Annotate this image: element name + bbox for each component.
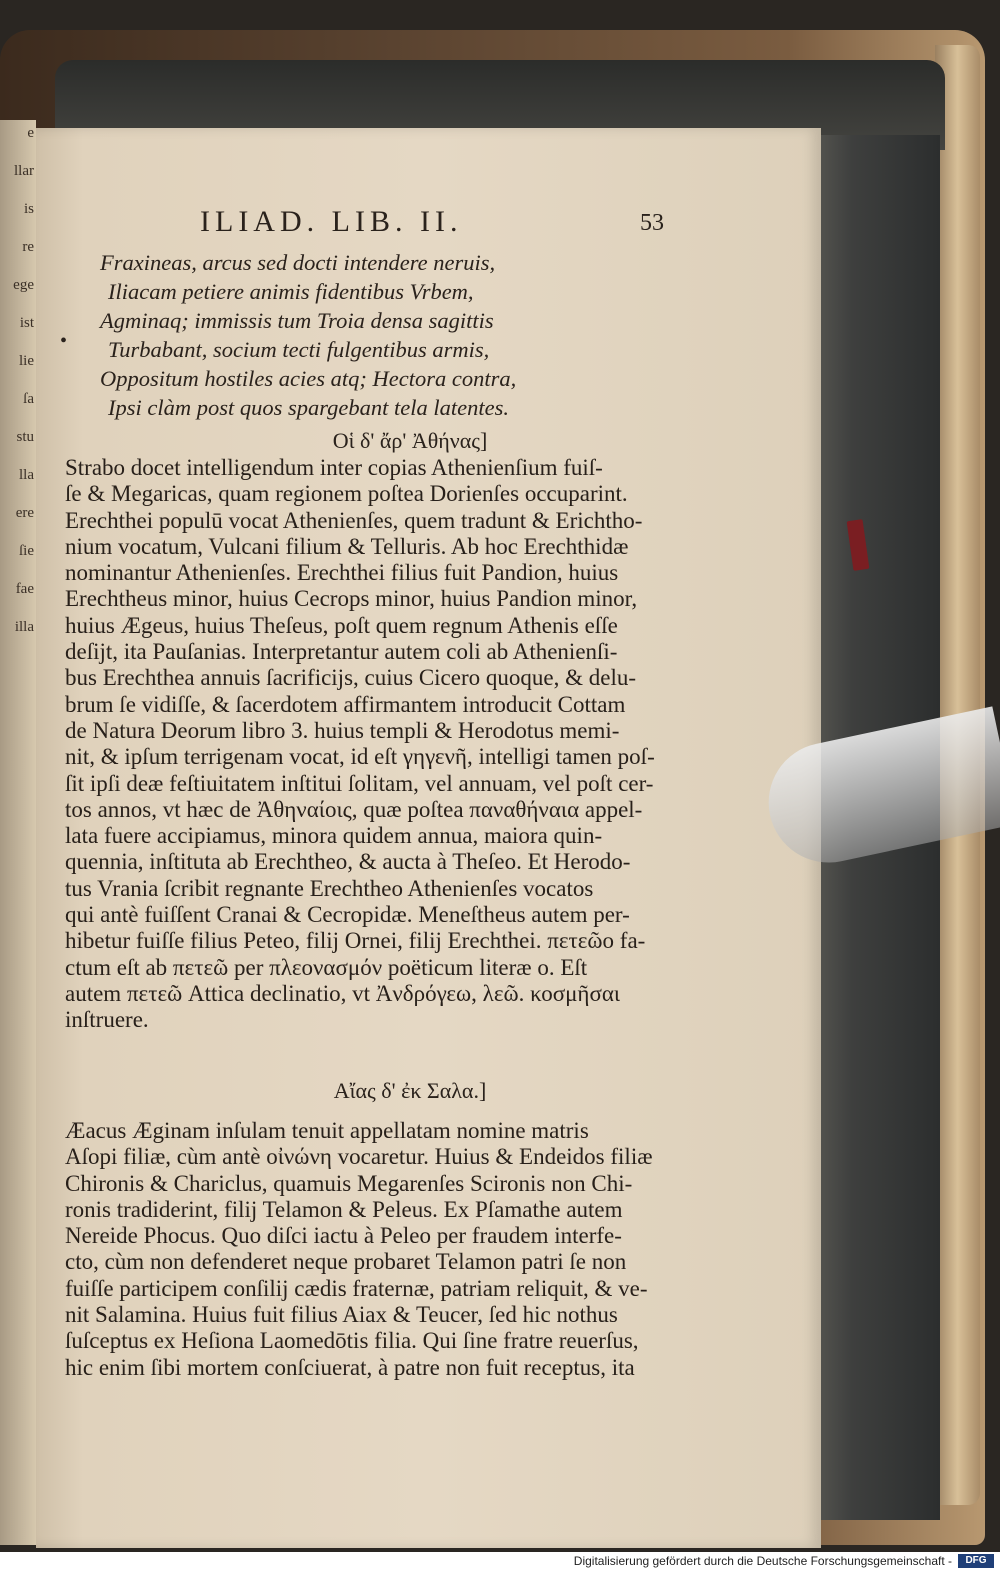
- page-number: 53: [640, 210, 664, 236]
- lemma-heading: Οἱ δ' ἄρ' Ἀθήνας]: [332, 428, 488, 453]
- left-page-fragment: lie: [19, 353, 34, 369]
- left-page-fragment: e: [27, 125, 34, 141]
- text-line: brum ſe vidiſſe, & ſacerdotem affirmantem introducit Cottam: [65, 691, 626, 717]
- text-line: autem πετεῶ Attica declinatio, vt Ἀνδρόγεω, λεῶ. κοσμῆσαι: [65, 980, 621, 1006]
- text-line: huius Ægeus, huius Theſeus, poſt quem regnum Athenis eſſe: [65, 612, 618, 638]
- commentary-paragraph: [65, 1118, 665, 1381]
- commentary-paragraph: [65, 455, 665, 1034]
- text-line: Aſopi filiæ, cùm antè οἰνώνη vocaretur. Huius & Endeidos filiæ: [65, 1144, 653, 1170]
- verse-line: Oppositum hostiles acies atq; Hectora contra,: [100, 366, 517, 391]
- left-page-fragment: ſa: [23, 391, 34, 407]
- footer-credit: Digitalisierung gefördert durch die Deutsche Forschungsgemeinschaft -: [573, 1554, 952, 1568]
- text-line: ſit ipſi deæ feſtiuitatem inſtitui ſolitam, vel annuam, vel poſt cer-: [65, 770, 654, 796]
- text-line: tus Vrania ſcribit regnante Erechtheo Athenienſes vocatos: [65, 875, 594, 901]
- left-page-fragment: fae: [15, 581, 34, 597]
- left-page-fragment: ere: [15, 505, 34, 521]
- verse-block: [100, 248, 620, 422]
- text-line: ſuſceptus ex Heſiona Laomedōtis filia. Qui ſine fratre reuerſus,: [65, 1328, 639, 1354]
- verse-line: Iliacam petiere animis fidentibus Vrbem,: [108, 279, 474, 304]
- text-line: lata fuere accipiamus, minora quidem annua, maiora quin-: [65, 823, 603, 849]
- margin-mark: •: [60, 330, 68, 352]
- running-header: ILIAD. LIB. II.: [200, 205, 463, 238]
- left-page-fragment: ſie: [19, 543, 34, 559]
- text-line: ctum eſt ab πετεῶ per πλεονασμόν poëticum literæ ο. Eſt: [65, 954, 588, 980]
- text-line: tos annos, vt hæc de Ἀθηναίοις, quæ poſtea παναθήναια appel-: [65, 796, 643, 822]
- verse-line: Agminaq; immissis tum Troia densa sagittis: [100, 308, 494, 333]
- left-page-fragment: ist: [19, 315, 34, 331]
- text-line: Erechtheus minor, huius Cecrops minor, huius Pandion minor,: [65, 586, 638, 612]
- text-line: bus Erechthea annuis ſacrificijs, cuius Cicero quoque, & delu-: [65, 665, 636, 691]
- text-line: hic enim ſibi mortem conſciuerat, à patre non fuit receptus, ita: [65, 1354, 635, 1380]
- lemma-heading: Αἴας δ' ἐκ Σαλα.]: [333, 1078, 487, 1103]
- left-page-fragment: stu: [16, 429, 34, 445]
- text-line: quennia, inſtituta ab Erechtheo, & aucta à Theſeo. Et Herodo-: [65, 849, 631, 875]
- verse-line: Turbabant, socium tecti fulgentibus armis,: [108, 337, 490, 362]
- text-line: inſtruere.: [65, 1007, 149, 1033]
- text-line: Nereide Phocus. Quo diſci iactu à Peleo per fraudem interfe-: [65, 1223, 622, 1249]
- text-line: ſe & Megaricas, quam regionem poſtea Dorienſes occuparint.: [65, 481, 628, 507]
- text-line: de Natura Deorum libro 3. huius templi & Herodotus memi-: [65, 717, 620, 743]
- left-page-fragment: is: [23, 201, 34, 217]
- dfg-logo: DFG: [958, 1554, 994, 1568]
- left-page-fragment: llar: [14, 163, 34, 179]
- text-line: ronis tradiderint, filij Telamon & Peleus. Ex Pſamathe autem: [65, 1196, 623, 1222]
- verse-line: Ipsi clàm post quos spargebant tela latentes.: [108, 395, 510, 420]
- text-line: Chironis & Chariclus, quamuis Megarenſes Scironis non Chi-: [65, 1170, 633, 1196]
- text-line: Æacus Æginam inſulam tenuit appellatam nomine matris: [65, 1118, 589, 1143]
- text-line: nominantur Athenienſes. Erechthei filius fuit Pandion, huius: [65, 560, 619, 586]
- text-line: hibetur fuiſſe filius Peteo, filij Ornei, filij Erechthei. πετεῶο fa-: [65, 928, 646, 954]
- text-line: qui antè fuiſſent Cranai & Cecropidæ. Meneſtheus autem per-: [65, 902, 630, 928]
- text-line: nit Salamina. Huius fuit filius Aiax & Teucer, ſed hic nothus: [65, 1302, 618, 1328]
- text-line: nit, & ipſum terrigenam vocat, id eſt γηγενῆ, intelligi tamen poſ-: [65, 744, 655, 770]
- left-page-fragments: [0, 120, 34, 1545]
- text-line: Strabo docet intelligendum inter copias Athenienſium fuiſ-: [65, 455, 603, 480]
- text-line: fuiſſe participem conſilij cædis fraternæ, patriam reliquit, & ve-: [65, 1275, 648, 1301]
- left-page-fragment: illa: [14, 619, 34, 635]
- left-page-fragment: lla: [19, 467, 34, 483]
- verse-line: Fraxineas, arcus sed docti intendere neruis,: [100, 250, 496, 275]
- left-page-fragment: ege: [13, 277, 34, 293]
- footer-bar: [0, 1552, 1000, 1571]
- text-line: nium vocatum, Vulcani filium & Telluris. Ab hoc Erechthidæ: [65, 533, 629, 559]
- left-page-fragment: re: [22, 239, 34, 255]
- text-line: deſijt, ita Pauſanias. Interpretantur autem coli ab Athenienſi-: [65, 639, 618, 665]
- text-line: cto, cùm non defenderet neque probaret Telamon patri ſe non: [65, 1249, 627, 1275]
- text-line: Erechthei populū vocat Athenienſes, quem tradunt & Erichtho-: [65, 507, 643, 533]
